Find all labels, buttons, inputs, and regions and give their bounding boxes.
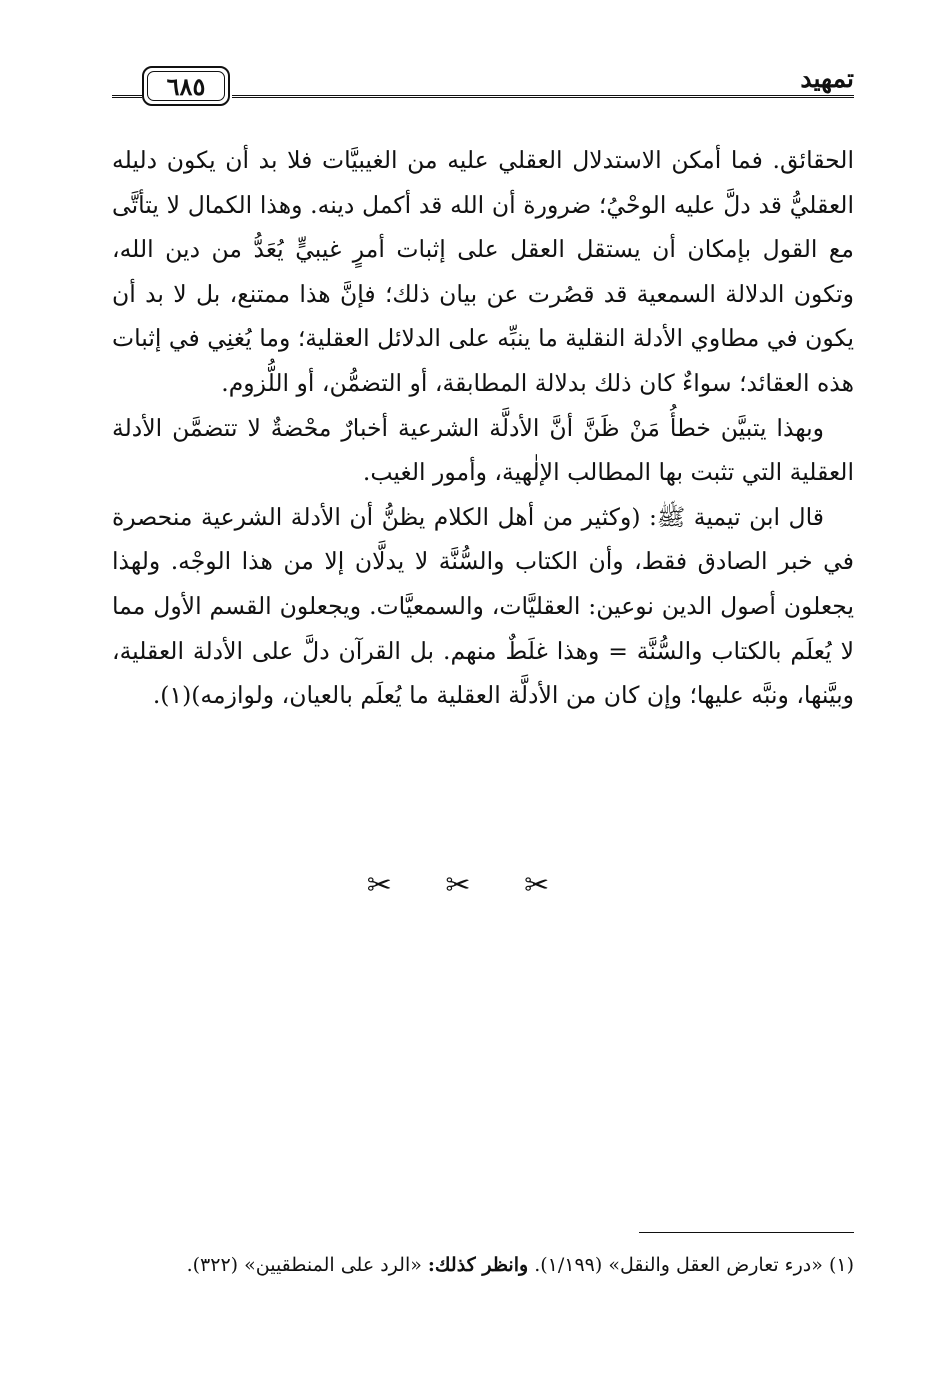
header-rule bbox=[232, 95, 854, 98]
page-number-frame bbox=[142, 66, 230, 106]
paragraph-3: قال ابن تيمية ﷺ: (وكثير من أهل الكلام يظنُّ أن الأدلة الشرعية منحصرة في خبر الصادق فقط، وأن الكتاب والسُّنَّة لا يدلَّان إلا من هذا الوجْه. ولهذا يجعلون أصول الدين نوعين: العقليَّات، والسمعيَّات. ويجعلون القسم الأول مما لا يُعلَم بالكتاب والسُّنَّة = وهذا غلَطٌ منهم. بل القرآن دلَّ على الأدلة العقلية، وبيَّنها، ونبَّه عليها؛ وإن كان من الأدلَّة العقلية ما يُعلَم بالعيان، ولوازمه)(١). bbox=[112, 502, 854, 710]
page-number: ٦٨٥ bbox=[166, 72, 206, 101]
footnote-see-also: وانظر كذلك: bbox=[427, 1254, 529, 1276]
running-title: تمهيد bbox=[800, 64, 854, 93]
section-end-ornament bbox=[0, 868, 938, 903]
header-rule-left bbox=[112, 95, 142, 98]
footnote-divider bbox=[639, 1232, 854, 1233]
paragraph-1: الحقائق. فما أمكن الاستدلال العقلي عليه من الغيبيَّات فلا بد أن يكون دليله العقليُّ قد دلَّ عليه الوحْيُ؛ ضرورة أن الله قد أكمل دينه. وهذا الكمال لا يتأتَّى مع القول بإمكان أن يستقل العقل على إثبات أمرٍ غيبيٍّ يُعَدُّ من دين الله، وتكون الدلالة السمعية قد قصُرت عن بيان ذلك؛ فإنَّ هذا ممتنع، بل لا بد أن يكون في مطاوي الأدلة النقلية ما ينبِّه على الدلائل العقلية؛ وما يُغنِي في إثبات هذه العقائد؛ سواءٌ كان ذلك بدلالة المطابقة، أو التضمُّن، أو اللُّزوم. bbox=[112, 146, 854, 397]
page-header bbox=[112, 62, 854, 112]
footnote-citation-2: «الرد على المنطقيين» (٣٢٢). bbox=[186, 1254, 422, 1276]
footnote-marker: (١) bbox=[828, 1254, 854, 1276]
ornament-glyphs: ✂ ✂ ✂ bbox=[366, 868, 572, 903]
footnote-citation: «درء تعارض العقل والنقل» (١/١٩٩). bbox=[534, 1254, 823, 1276]
main-text bbox=[112, 138, 854, 718]
footnote-1 bbox=[112, 1250, 854, 1280]
paragraph-2: وبهذا يتبيَّن خطأُ مَنْ ظَنَّ أنَّ الأدلَّة الشرعية أخبارٌ محْضةٌ لا تتضمَّن الأدلة العقلية التي تثبت بها المطالب الإلٰهية، وأمور الغيب. bbox=[112, 413, 854, 487]
